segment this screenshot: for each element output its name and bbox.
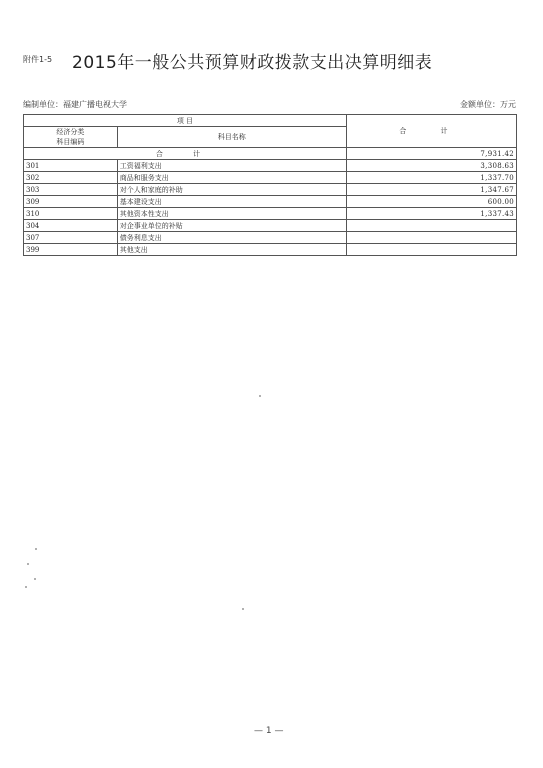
table-row — [24, 208, 517, 220]
row-amount: 3,308.63 — [346, 160, 516, 172]
scan-speck — [259, 395, 261, 397]
table-row — [24, 184, 517, 196]
row-code: 310 — [24, 208, 118, 220]
row-name: 对企事业单位的补贴 — [117, 220, 346, 232]
total-row — [24, 148, 517, 160]
row-name: 工资福利支出 — [117, 160, 346, 172]
annex-label: 附件1-5 — [23, 55, 53, 64]
row-amount: 600.00 — [346, 196, 516, 208]
page-number: — 1 — — [254, 726, 284, 736]
scan-speck — [242, 608, 244, 610]
header-code: 经济分类 科目编码 — [24, 127, 118, 148]
reporting-unit: 编制单位：福建广播电视大学 — [23, 100, 127, 109]
table-row — [24, 232, 517, 244]
amount-unit: 金额单位：万元 — [460, 100, 516, 109]
row-code: 307 — [24, 232, 118, 244]
header-total: 合 计 — [346, 115, 516, 148]
table-row — [24, 220, 517, 232]
row-code: 301 — [24, 160, 118, 172]
header-item: 项 目 — [24, 115, 347, 127]
row-name: 商品和服务支出 — [117, 172, 346, 184]
table-row — [24, 172, 517, 184]
total-value: 7,931.42 — [346, 148, 516, 160]
row-amount — [346, 244, 516, 256]
row-amount: 1,337.43 — [346, 208, 516, 220]
row-name: 对个人和家庭的补助 — [117, 184, 346, 196]
scan-speck — [27, 563, 29, 565]
row-code: 303 — [24, 184, 118, 196]
table-row — [24, 196, 517, 208]
row-code: 304 — [24, 220, 118, 232]
row-amount — [346, 220, 516, 232]
row-code: 302 — [24, 172, 118, 184]
table-row — [24, 244, 517, 256]
scan-speck — [34, 578, 36, 580]
total-label: 合 计 — [24, 148, 347, 160]
document-title: 2015年一般公共预算财政拨款支出决算明细表 — [72, 53, 433, 73]
scan-speck — [25, 586, 27, 588]
scan-speck — [35, 548, 37, 550]
header-name: 科目名称 — [117, 127, 346, 148]
row-name: 其他支出 — [117, 244, 346, 256]
table-header-row — [24, 115, 517, 127]
row-code: 399 — [24, 244, 118, 256]
row-amount: 1,347.67 — [346, 184, 516, 196]
table-row — [24, 160, 517, 172]
row-amount — [346, 232, 516, 244]
budget-table — [23, 114, 517, 256]
row-code: 309 — [24, 196, 118, 208]
row-name: 基本建设支出 — [117, 196, 346, 208]
row-name: 其他资本性支出 — [117, 208, 346, 220]
row-amount: 1,337.70 — [346, 172, 516, 184]
row-name: 债务利息支出 — [117, 232, 346, 244]
